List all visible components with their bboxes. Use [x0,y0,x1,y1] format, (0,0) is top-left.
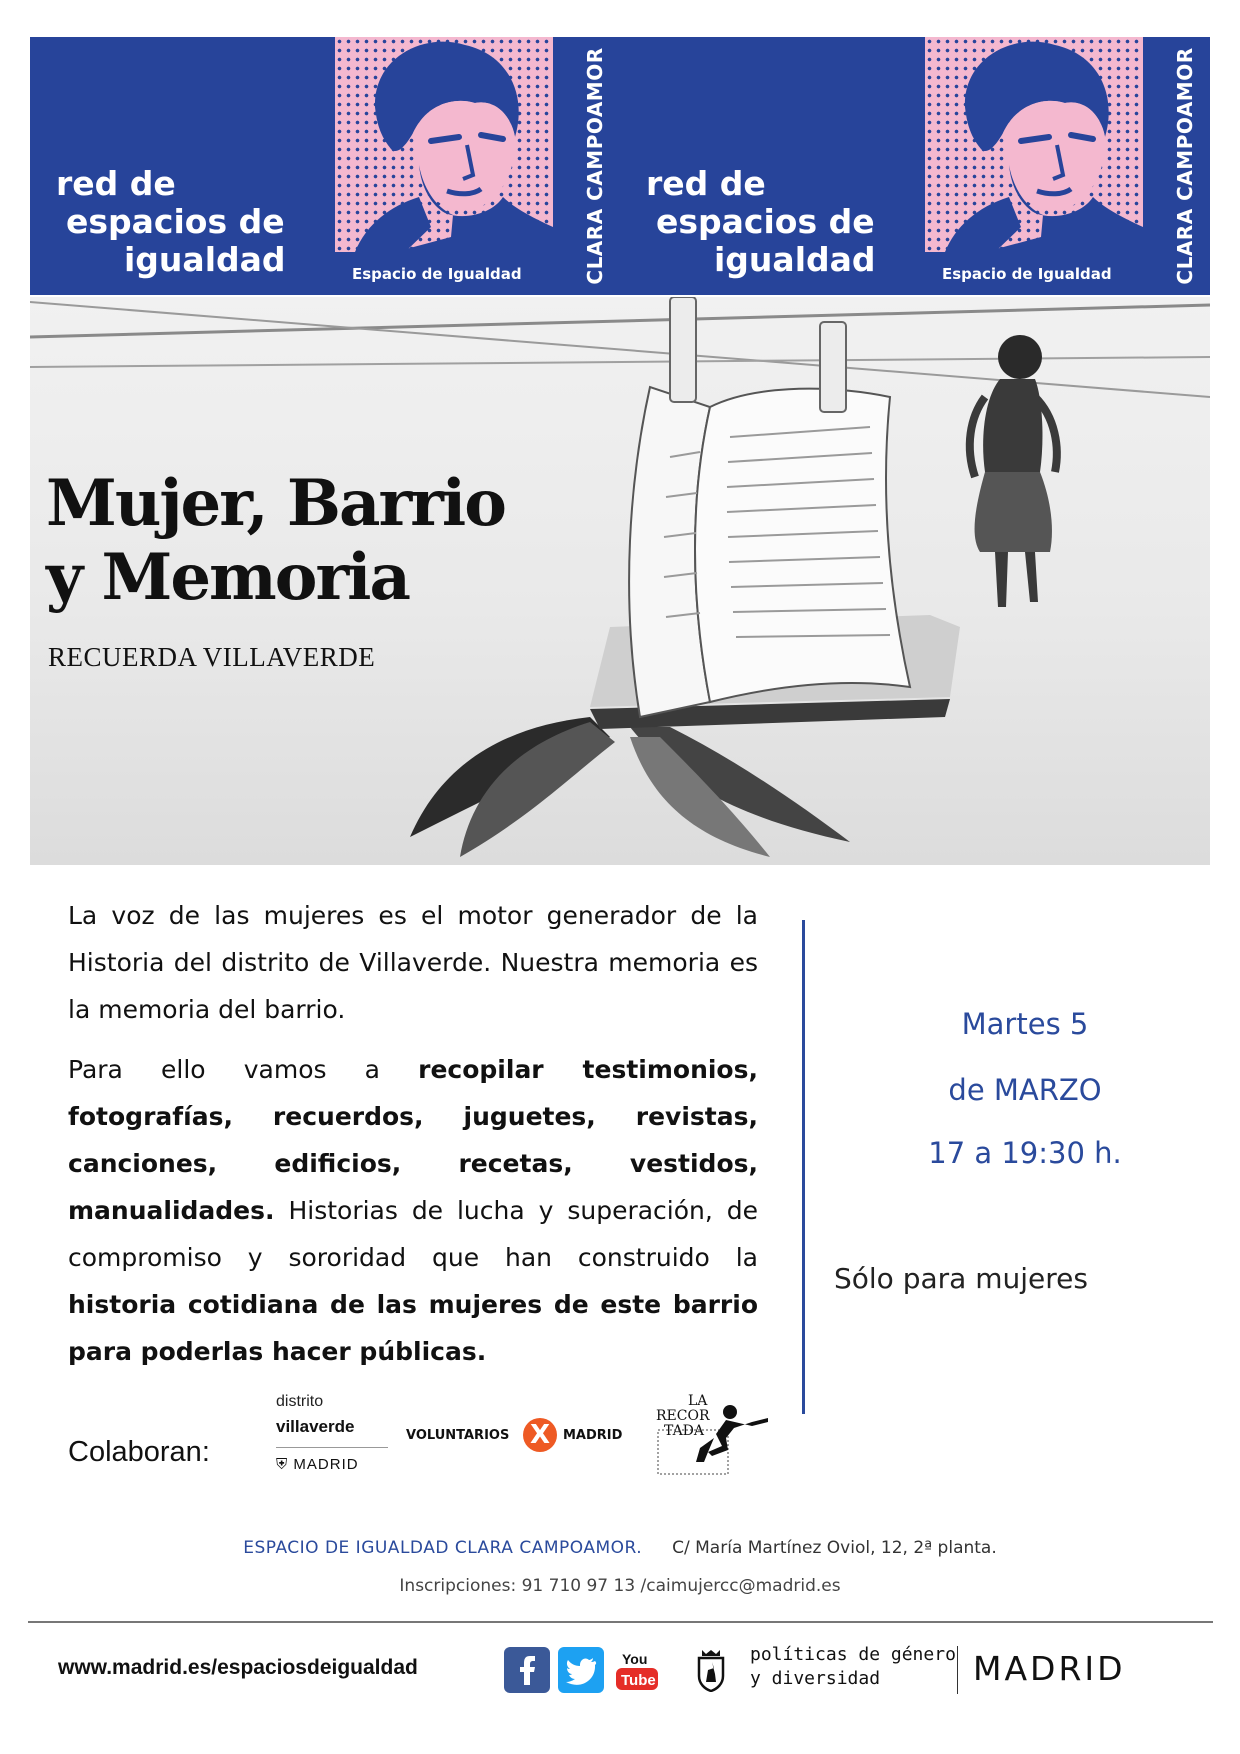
month-prefix: de [948,1073,994,1107]
portrait-illustration [925,37,1143,252]
voluntarios-text: VOLUNTARIOS [406,1428,510,1443]
registration-info: Inscripciones: 91 710 97 13 /caimujercc@madrid.es [399,1576,841,1596]
brand-line-2: espacios de [656,202,875,241]
espacio-label: Espacio de Igualdad [942,265,1112,283]
yt-tube-text: Tube [621,1672,656,1689]
event-month [830,1073,1220,1107]
portrait-icon [925,37,1143,252]
portrait-illustration [335,37,553,252]
vertical-divider [802,920,805,1414]
facebook-icon[interactable] [504,1647,550,1693]
brand-block-left [30,37,620,295]
collaborators-label: Colaboran: [68,1436,210,1468]
madrid-coat-of-arms-icon [696,1648,726,1692]
recortada-line-3: TADA [664,1423,705,1439]
p2-bold-closing: historia cotidiana de las mujeres de este barrio para poderlas hacer públicas. [68,1290,758,1366]
yt-you-text: You [622,1651,648,1667]
brand-line-2: espacios de [66,202,285,241]
p2-middle: Historias de lucha y superación, de compromiso y sororidad que han construido la [68,1196,758,1272]
distrito-small-text: distrito [276,1393,324,1410]
la-recortada-logo [656,1394,776,1476]
vertical-label [1168,45,1202,287]
distrito-madrid-text: MADRID [293,1456,359,1473]
brand-wordmark [646,165,876,279]
address-line [0,1538,1240,1558]
hero-image [30,297,1210,865]
description [68,892,758,1388]
website-link[interactable]: www.madrid.es/espaciosdeigualdad [58,1656,418,1679]
twitter-icon[interactable] [558,1647,604,1693]
street-address: C/ María Martínez Oviol, 12, 2ª planta. [672,1538,997,1558]
p2-bold-list: recopilar testimonios, fotografías, recuerdos, juguetes, revistas, canciones, edificios, recetas, vestidos, manualidades. [68,1055,758,1225]
espacio-label: Espacio de Igualdad [352,265,522,283]
brand-line-1: red de [646,164,766,203]
voluntarios-x-icon: X [523,1418,557,1452]
brand-wordmark [56,165,286,279]
madrid-wordmark: MADRID [973,1649,1126,1688]
logo-separator [957,1646,958,1694]
recortada-line-1: LA [688,1393,708,1409]
kneeling-figure-icon [656,1394,776,1476]
clara-campoamor-text: CLARA CAMPOAMOR [583,47,607,285]
header-banner [30,37,1210,295]
portrait-icon [335,37,553,252]
voluntarios-madrid-text: MADRID [563,1428,623,1443]
event-title-line-1: Mujer, Barrio [46,466,505,541]
clara-campoamor-text: CLARA CAMPOAMOR [1173,47,1197,285]
organization-name: ESPACIO DE IGUALDAD CLARA CAMPOAMOR. [243,1538,643,1558]
brand-line-3: igualdad [714,240,876,279]
event-day: Martes 5 [961,1007,1089,1041]
audience-note: Sólo para mujeres [834,1262,1088,1295]
event-subtitle: RECUERDA VILLAVERDE [48,642,376,672]
event-title-line-2: y Memoria [46,540,409,615]
recortada-line-2: RECOR [656,1408,710,1424]
distrito-rule [276,1447,388,1448]
youtube-icon[interactable] [614,1647,660,1693]
politicas-genero-text [750,1643,956,1691]
distrito-madrid [276,1456,388,1473]
distrito-name: villaverde [276,1417,355,1436]
p2-intro: Para ello vamos a [68,1055,419,1084]
event-time: 17 a 19:30 h. [928,1136,1122,1170]
vertical-label [578,45,612,287]
event-title [46,467,505,615]
politicas-line-1: políticas de género [750,1644,956,1665]
description-paragraph-1: La voz de las mujeres es el motor generador de la Historia del distrito de Villaverde. Nuestra memoria es la memoria del barrio. [68,901,758,1024]
footer-divider [28,1621,1213,1623]
description-paragraph-2 [68,1046,758,1375]
brand-block-right [620,37,1210,295]
politicas-line-2: y diversidad [750,1668,881,1689]
brand-line-3: igualdad [124,240,286,279]
voluntarios-madrid-logo [406,1416,626,1456]
madrid-crest-icon: ⛨ [276,1456,294,1473]
distrito-villaverde-logo [276,1393,388,1473]
brand-line-1: red de [56,164,176,203]
month-name: MARZO [993,1073,1102,1107]
